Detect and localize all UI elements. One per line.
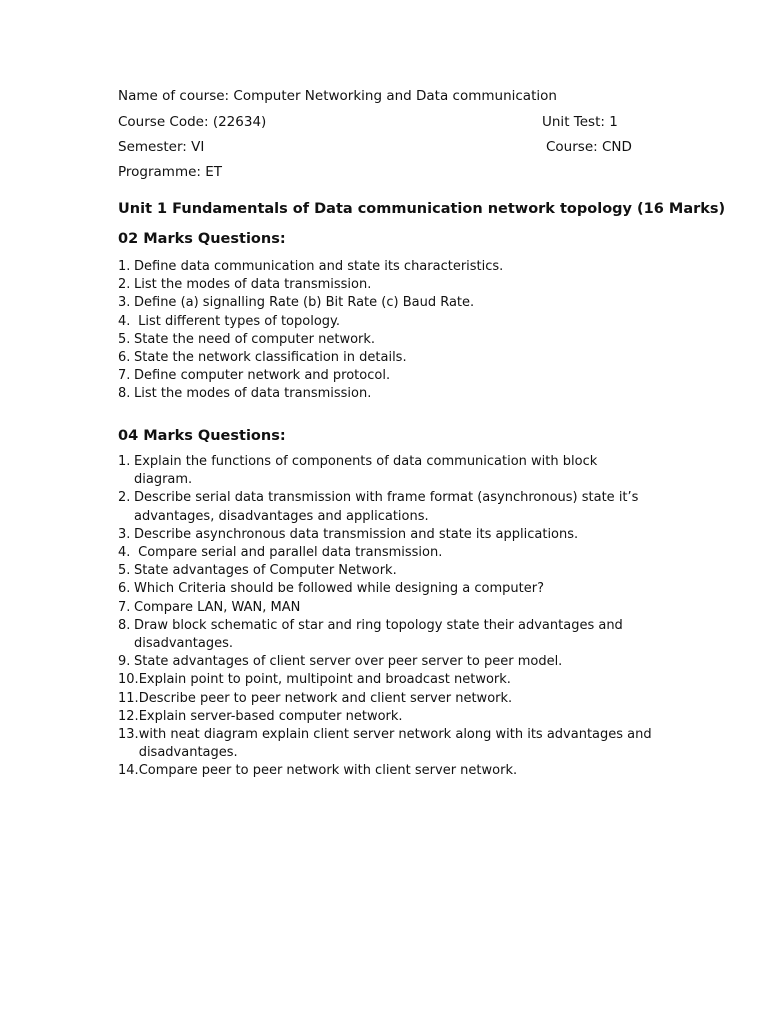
question-number: 3. <box>118 295 131 311</box>
semester: Semester: VI <box>118 139 205 155</box>
question-text: Which Criteria should be followed while designing a computer? <box>134 581 544 597</box>
question-item <box>118 653 658 671</box>
question-text: State advantages of client server over peer server to peer model. <box>134 654 563 670</box>
question-number: 4. <box>118 545 131 561</box>
question-number: 1. <box>118 454 131 469</box>
question-text: State the network classification in details. <box>134 350 407 366</box>
question-item <box>118 453 658 489</box>
question-item <box>118 526 658 544</box>
course-short: Course: CND <box>546 139 632 155</box>
question-item <box>118 276 658 294</box>
question-text: List the modes of data transmission. <box>134 386 372 402</box>
question-number: 8. <box>118 617 131 633</box>
question-number: 10. <box>118 672 139 688</box>
question-list-2-marks <box>118 258 658 404</box>
question-number: 11. <box>118 690 139 706</box>
question-text: State advantages of Computer Network. <box>134 563 397 579</box>
question-item <box>118 708 658 726</box>
question-text: Explain the functions of components of data communication with block diagram. <box>134 454 602 488</box>
unit-test: Unit Test: 1 <box>542 114 618 130</box>
question-number: 2. <box>118 490 131 506</box>
programme: Programme: ET <box>118 164 223 180</box>
question-number: 12. <box>118 708 139 724</box>
question-number: 14. <box>118 763 139 779</box>
question-item <box>118 762 658 780</box>
question-number: 3. <box>118 526 131 542</box>
question-text: Compare LAN, WAN, MAN <box>134 599 301 615</box>
question-number: 6. <box>118 350 131 366</box>
question-text: Compare peer to peer network with client server network. <box>138 763 518 779</box>
question-number: 8. <box>118 386 131 402</box>
question-number: 9. <box>118 654 131 670</box>
question-list-4-marks <box>118 453 658 781</box>
question-text: State the need of computer network. <box>134 331 376 347</box>
question-text: List different types of topology. <box>134 313 340 329</box>
question-item <box>118 580 658 598</box>
question-text: Explain server-based computer network. <box>138 708 403 724</box>
question-text: Define data communication and state its characteristics. <box>134 259 504 274</box>
question-text: Compare serial and parallel data transmission. <box>134 545 443 561</box>
course-code: Course Code: (22634) <box>118 114 267 130</box>
question-text: List the modes of data transmission. <box>134 277 372 293</box>
question-item <box>118 367 658 385</box>
question-item <box>118 599 658 617</box>
question-text: Describe serial data transmission with frame format (asynchronous) state it’s advantages, disadvantages and applications. <box>134 490 643 524</box>
question-text: Define computer network and protocol. <box>134 368 391 384</box>
unit-title: Unit 1 Fundamentals of Data communication network topology (16 Marks) <box>118 201 726 217</box>
question-number: 5. <box>118 563 131 579</box>
question-item <box>118 258 658 276</box>
question-item <box>118 489 658 525</box>
question-text: Draw block schematic of star and ring topology state their advantages and disadvantages. <box>134 617 627 652</box>
question-number: 6. <box>118 581 131 597</box>
question-number: 1. <box>118 259 131 274</box>
question-item <box>118 726 658 762</box>
question-item <box>118 562 658 580</box>
question-item <box>118 313 658 331</box>
question-text: Define (a) signalling Rate (b) Bit Rate (c) Baud Rate. <box>134 295 475 311</box>
question-number: 2. <box>118 277 131 293</box>
question-text: with neat diagram explain client server network along with its advantages and disadvantages. <box>138 727 656 761</box>
question-text: Describe asynchronous data transmission and state its applications. <box>134 526 579 542</box>
question-item <box>118 617 658 653</box>
question-number: 7. <box>118 368 131 384</box>
question-text: Explain point to point, multipoint and broadcast network. <box>138 672 511 688</box>
section-heading-2-marks: 02 Marks Questions: <box>118 231 286 247</box>
question-item <box>118 671 658 689</box>
question-item <box>118 294 658 312</box>
question-item <box>118 544 658 562</box>
question-text: Describe peer to peer network and client server network. <box>138 690 513 706</box>
question-number: 5. <box>118 331 131 347</box>
question-item <box>118 690 658 708</box>
question-item <box>118 349 658 367</box>
course-name: Name of course: Computer Networking and Data communication <box>118 88 557 104</box>
question-item <box>118 331 658 349</box>
section-heading-4-marks: 04 Marks Questions: <box>118 428 286 444</box>
question-number: 4. <box>118 313 131 329</box>
question-item <box>118 385 658 403</box>
question-number: 13. <box>118 727 139 743</box>
question-number: 7. <box>118 599 131 615</box>
